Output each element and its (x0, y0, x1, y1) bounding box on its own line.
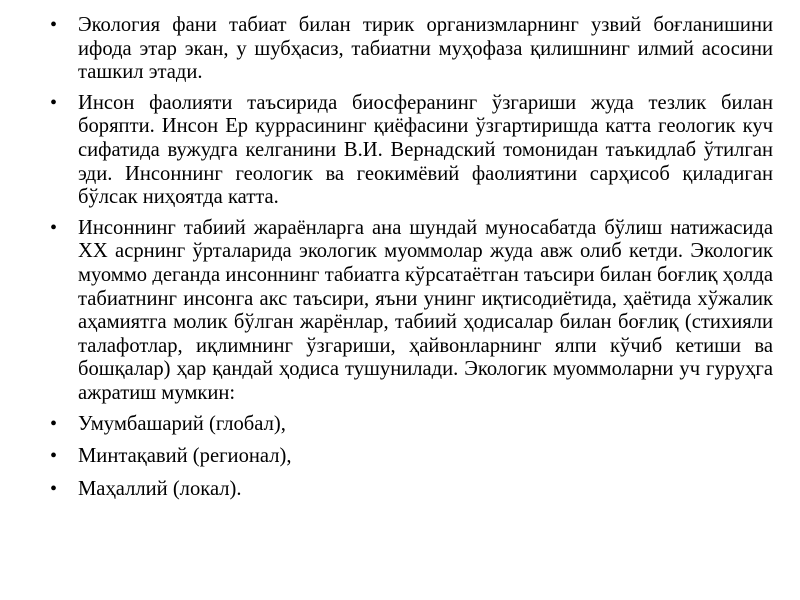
bullet-item-regional (50, 445, 773, 469)
bullet-item-human-activity (50, 92, 773, 210)
bullet-dot: • (50, 477, 58, 500)
bullet-dot: • (50, 14, 58, 36)
bullet-text: Экология фани табиат билан тирик организмларнинг узвий боғланишини ифода этар экан, у шубҳасиз, табиатни муҳофаза қилишнинг илмий асосини ташкил этади. (78, 14, 773, 84)
bullet-text: Инсоннинг табиий жараёнларга ана шундай муносабатда бўлиш натижасида XX асрнинг ўрталарида экологик муоммолар жуда авж олиб кетди. Экологик муоммо деганда инсоннинг табиатга кўрсатаётган таъсири билан боғлиқ ҳолда табиатнинг инсонга акс таъсири, яъни унинг иқтисодиётида, ҳаётида хўжалик аҳамиятга молик бўлган жарёнлар, табиий ҳодисалар билан боғлиқ (стихияли талафотлар, иқлимнинг ўзгариши, ҳайвонларнинг ялпи кўчиб кетиши ва бошқалар) ҳар қандай ҳодиса тушунилади. Экологик муоммоларни уч гуруҳга ажратиш мумкин: (78, 216, 773, 404)
bullet-item-ecological-problems (50, 217, 773, 406)
bullet-dot: • (50, 445, 58, 468)
bullet-item-local (50, 478, 773, 502)
bullet-item-global (50, 413, 773, 437)
bullet-dot: • (50, 412, 58, 435)
bullet-text: Маҳаллий (локал). (78, 477, 242, 500)
bullet-text: Инсон фаолияти таъсирида биосферанинг ўзгариши жуда тезлик билан боряпти. Инсон Ер куррасининг қиёфасини ўзгартиришда катта геологик куч сифатида вужудга келганини В.И. Вернадский томонидан таъкидлаб ўтилган эди. Инсоннинг геологик ва геокимёвий фаолиятини сарҳисоб қиладиган бўлсак ниҳоятда катта. (78, 91, 773, 209)
bullet-dot: • (50, 216, 58, 239)
bullet-item-ecology-definition (50, 14, 773, 85)
bullet-list (50, 14, 773, 510)
bullet-text: Минтақавий (регионал), (78, 445, 292, 468)
bullet-dot: • (50, 91, 58, 114)
bullet-text: Умумбашарий (глобал), (78, 412, 286, 435)
